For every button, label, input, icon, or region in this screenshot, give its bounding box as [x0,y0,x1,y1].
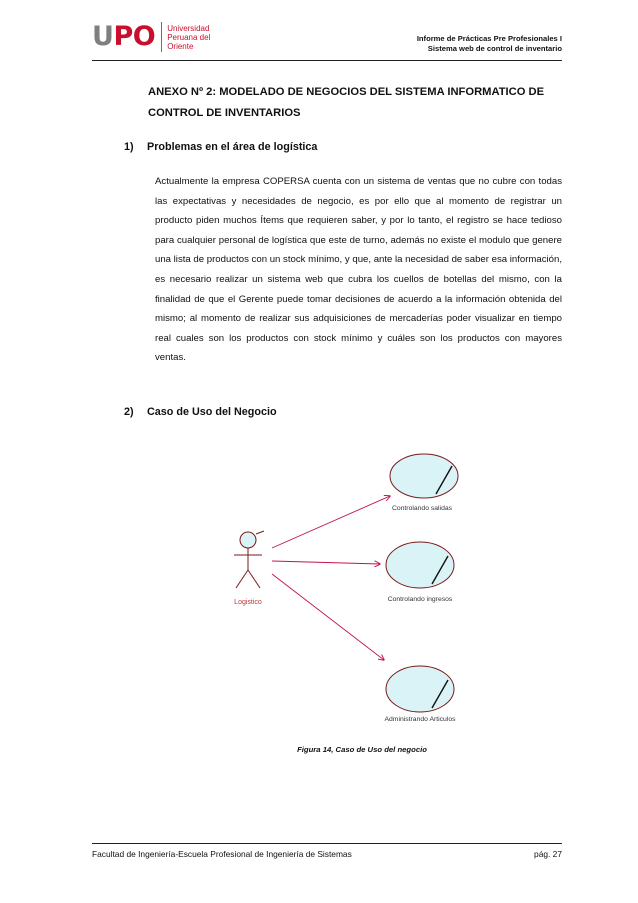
association-ingresos [272,561,380,564]
university-logo [92,20,210,54]
section-number: 1) [124,141,134,153]
actor-right-leg [248,570,260,588]
logo-line2: Peruana del [167,32,211,42]
report-subtitle: Sistema web de control de inventario [427,44,562,53]
association-articulos [272,574,384,660]
actor-label: Logistico [234,599,262,606]
use-case-ingresos [386,542,454,603]
annex-title [148,82,568,124]
use-case-label: Controlando salidas [391,505,453,512]
use-case-ellipse [386,542,454,588]
footer-faculty: Facultad de Ingeniería-Escuela Profesional de Ingeniería de Sistemas [92,849,352,859]
use-case-label: Administrando Articulos [384,716,456,723]
section-heading-use-case [124,406,277,418]
use-case-ellipse [390,454,458,498]
figure-caption: Figura 14, Caso de Uso del negocio [297,745,427,754]
logo-mark-u: U [92,21,114,52]
association-salidas [272,496,390,548]
logo-line1: Universidad [167,23,210,33]
logo-divider [161,22,162,52]
logo-text [167,24,210,51]
use-case-articulos [384,666,456,723]
report-header [417,34,562,54]
footer-rule [92,843,562,844]
report-title: Informe de Prácticas Pre Profesionales I [416,34,562,43]
annex-title-line1: ANEXO Nº 2: MODELADO DE NEGOCIOS DEL SISTEMA INFORMATICO DE [148,86,545,98]
problems-paragraph: Actualmente la empresa COPERSA cuenta con un sistema de ventas que no cubre con todas las expectativas y necesidades de negocio, es por ello que al momento de registrar un producto piden muchos Ítems que requieren saber, y por lo tanto, el registro se hace tedioso para cualquier personal de logística que este de turno, además no existe el modulo que genere una lista de productos con un stock mínimo, y que, ante la necesidad de saber esa información, es necesario realizar un sistema web que cubra los cuellos de botellas del mismo, con la finalidad de que el Gerente puede tomar decisiones de acuerdo a la información obtenida del mismo; al momento de realizar sus adquisiciones de mercaderías poder visualizar en tiempo real cuales son los productos con stock mínimo y cuáles son los productos con mayores ventas. [155,176,562,364]
use-case-salidas [390,454,458,512]
logo-line3: Oriente [167,41,194,51]
section-heading-text: Caso de Uso del Negocio [147,406,277,418]
actor-figure [234,531,264,588]
section-number: 2) [124,406,134,418]
actor-head-accent [256,531,264,534]
use-case-label: Controlando ingresos [387,596,453,603]
actor-left-leg [236,570,248,588]
header-rule [92,60,562,61]
annex-title-line2: CONTROL DE INVENTARIOS [148,107,301,119]
logo-mark-po: PO [113,21,156,52]
use-case-diagram [212,438,512,738]
section-heading-text: Problemas en el área de logística [147,141,318,153]
logo-mark [92,22,155,52]
actor-head [240,532,256,548]
use-case-ellipse [386,666,454,712]
page-number: pág. 27 [534,849,562,859]
section-heading-problems [124,141,317,153]
